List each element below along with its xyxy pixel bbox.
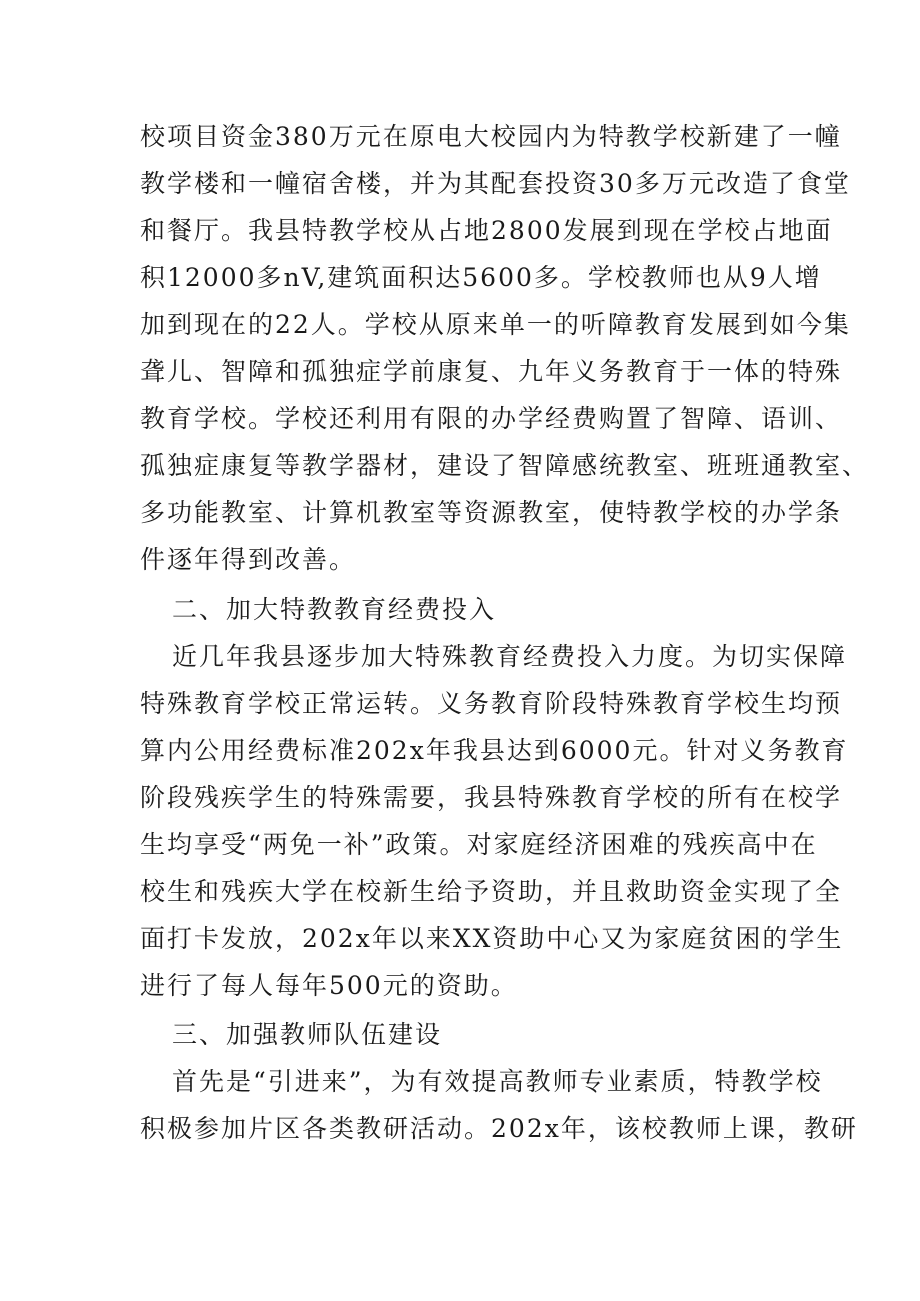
body-text-line: 积极参加片区各类教研活动。202x年，该校教师上课，教研	[140, 1114, 858, 1143]
body-text-line: 和餐厅。我县特教学校从占地2800发展到现在学校占地面	[140, 216, 833, 245]
body-text-line: 算内公用经费标准202x年我县达到6000元。针对义务教育	[140, 736, 849, 765]
body-text-line: 面打卡发放，202x年以来XX资助中心又为家庭贫困的学生	[140, 924, 844, 953]
body-text-line: 教育学校。学校还利用有限的办学经费购置了智障、语训、	[140, 404, 843, 433]
body-text-line: 加到现在的22人。学校从原来单一的听障教育发展到如今集	[140, 310, 851, 339]
body-text-line: 生均享受“两免一补”政策。对家庭经济困难的残疾高中在	[140, 830, 818, 859]
body-text-line: 多功能教室、计算机教室等资源教室，使特教学校的办学条	[140, 498, 843, 527]
section-heading: 三、加强教师队伍建设	[172, 1020, 443, 1049]
body-text-line: 阶段残疾学生的特殊需要，我县特殊教育学校的所有在校学	[140, 783, 843, 812]
body-text-line: 特殊教育学校正常运转。义务教育阶段特殊教育学校生均预	[140, 689, 843, 718]
body-text-line: 件逐年得到改善。	[140, 545, 357, 574]
body-text-line: 积12000多nV,建筑面积达5600多。学校教师也从9人增	[140, 263, 822, 292]
body-text-line: 进行了每人每年500元的资助。	[140, 971, 518, 1000]
body-text-line: 首先是“引进来”，为有效提高教师专业素质，特教学校	[172, 1067, 823, 1096]
body-text-line: 聋儿、智障和孤独症学前康复、九年义务教育于一体的特殊	[140, 357, 843, 386]
body-text-line: 教学楼和一幢宿舍楼，并为其配套投资30多万元改造了食堂	[140, 169, 851, 198]
section-heading: 二、加大特教教育经费投入	[172, 595, 497, 624]
body-text-line: 校生和残疾大学在校新生给予资助，并且救助资金实现了全	[140, 877, 843, 906]
body-text-line: 近几年我县逐步加大特殊教育经费投入力度。为切实保障	[172, 642, 848, 671]
body-text-line: 校项目资金380万元在原电大校园内为特教学校新建了一幢	[140, 122, 842, 151]
body-text-line: 孤独症康复等教学器材，建设了智障感统教室、班班通教室、	[140, 451, 870, 480]
